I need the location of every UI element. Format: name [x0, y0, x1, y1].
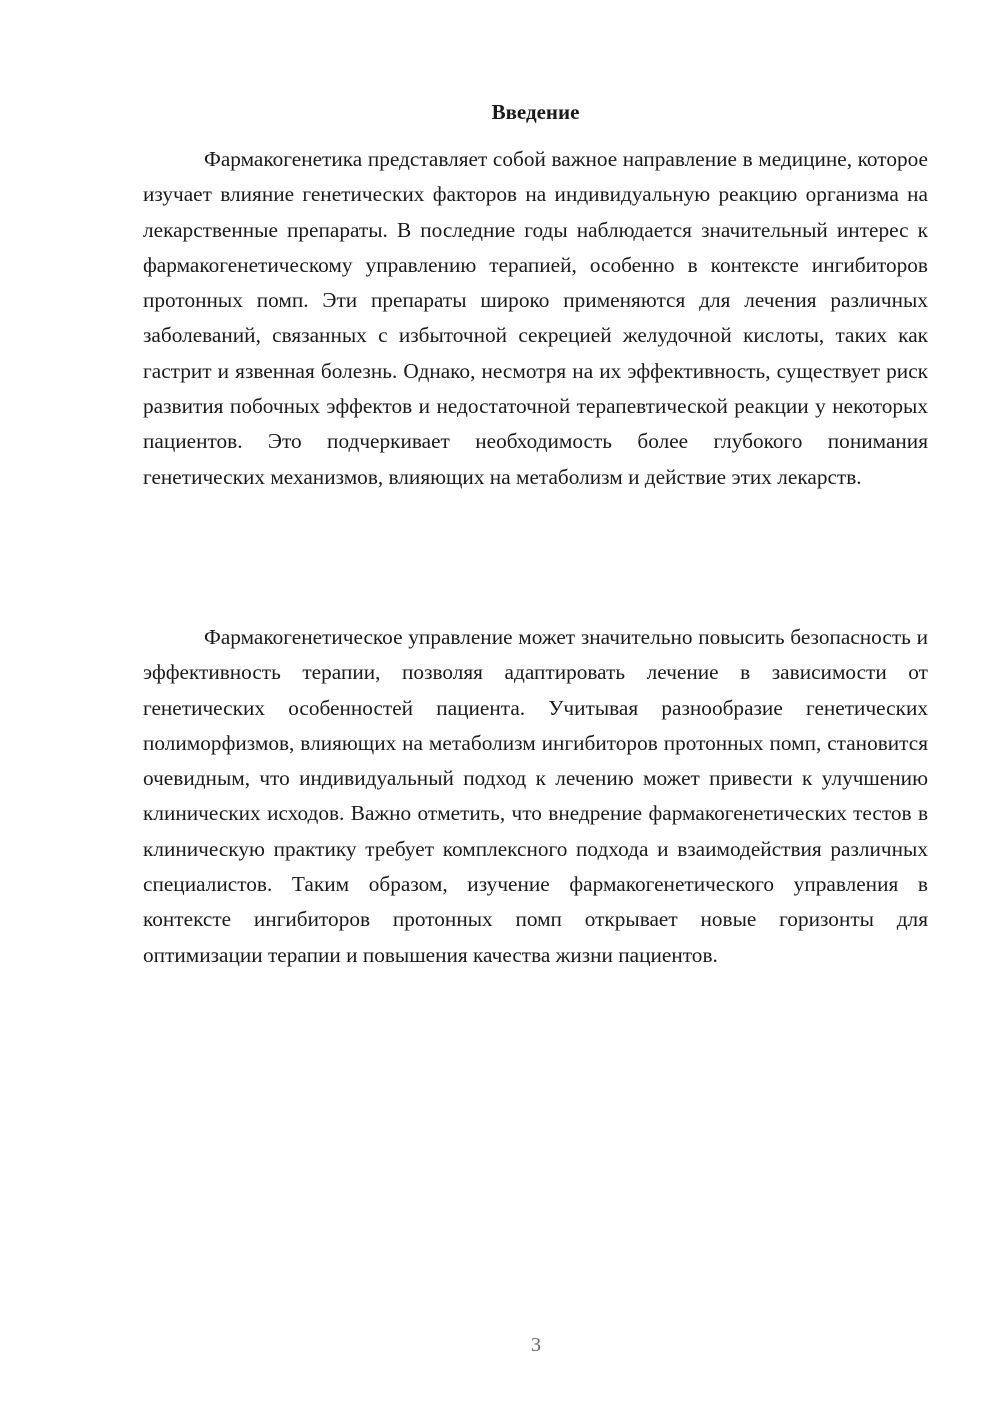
- section-heading: Введение: [491, 100, 580, 124]
- body-paragraph-1: Фармакогенетика представляет собой важное направление в медицине, которое изучает влияние генетических факторов на индивидуальную реакцию организма на лекарственные препараты. В последние годы наблюдается значительный интерес к фармакогенетическому управлению терапией, особенно в контексте ингибиторов протонных помп. Эти препараты широко применяются для лечения различных заболеваний, связанных с избыточной секрецией желудочной кислоты, таких как гастрит и язвенная болезнь. Однако, несмотря на их эффективность, существует риск развития побочных эффектов и недостаточной терапевтической реакции у некоторых пациентов. Это подчеркивает необходимость более глубокого понимания генетических механизмов, влияющих на метаболизм и действие этих лекарств.: [143, 147, 928, 489]
- body-paragraph-2: Фармакогенетическое управление может значительно повысить безопасность и эффективность терапии, позволяя адаптировать лечение в зависимости от генетических особенностей пациента. Учитывая разнообразие генетических полиморфизмов, влияющих на метаболизм ингибиторов протонных помп, становится очевидным, что индивидуальный подход к лечению может привести к улучшению клинических исходов. Важно отметить, что внедрение фармакогенетических тестов в клиническую практику требует комплексного подхода и взаимодействия различных специалистов. Таким образом, изучение фармакогенетического управления в контексте ингибиторов протонных помп открывает новые горизонты для оптимизации терапии и повышения качества жизни пациентов.: [143, 625, 928, 967]
- page-number: 3: [531, 1334, 541, 1356]
